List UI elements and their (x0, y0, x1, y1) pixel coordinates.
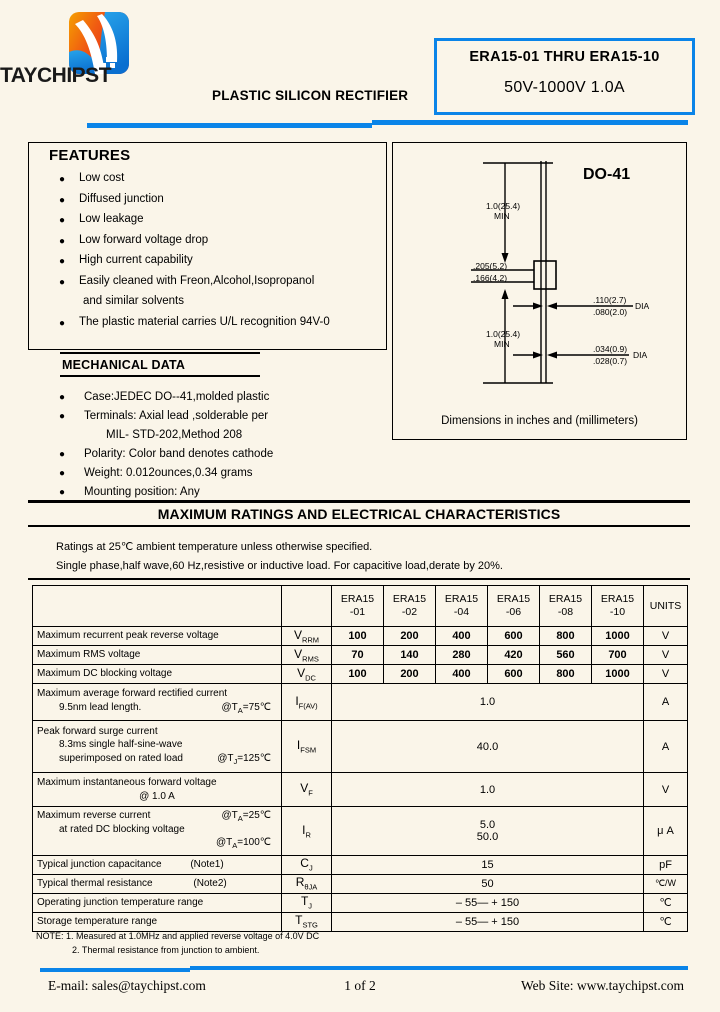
footer-website[interactable]: Web Site: www.taychipst.com (520, 978, 684, 993)
ratings-conditions (56, 538, 503, 576)
part-range: ERA15-01 THRU ERA15-10 (469, 49, 660, 65)
footer-rule-right (190, 966, 688, 970)
row-desc-line2: at rated DC blocking voltage $@T_A=100℃$ (37, 823, 277, 837)
feature-item (45, 273, 385, 294)
dim-lead-lo-label: .028(0.7) (593, 356, 628, 366)
row-span-value: 50 (332, 874, 644, 893)
table-row (33, 721, 688, 773)
mech-item (40, 409, 370, 428)
row-desc-line1: Maximum instantaneous forward voltage (37, 777, 217, 788)
col-top: ERA15 (392, 593, 427, 605)
mech-label: Mounting position: Any (84, 486, 200, 498)
col-bottom: -08 (557, 606, 574, 618)
row-value: 600 (488, 627, 540, 646)
col-bottom: -04 (453, 606, 470, 618)
col-top: ERA15 (340, 593, 375, 605)
mech-label: Case:JEDEC DO--41,molded plastic (84, 391, 270, 403)
ratings-summary: 50V-1000V 1.0A (504, 79, 625, 96)
row-symbol: $V_{RMS}$ (282, 646, 332, 665)
column-header-cell (332, 586, 384, 627)
page-footer (0, 975, 720, 1003)
row-desc: Maximum RMS voltage (33, 646, 282, 665)
part-number-box (434, 38, 695, 115)
table-row (33, 893, 688, 912)
col-bottom: -02 (401, 606, 418, 618)
row-symbol: $V_{RRM}$ (282, 627, 332, 646)
feature-label: Low forward voltage drop (79, 233, 209, 246)
table-row (33, 773, 688, 807)
row-desc-line2: 8.3ms single half-sine-wave (59, 739, 183, 751)
row-value: 1000 (592, 627, 644, 646)
feature-item (45, 252, 385, 273)
package-outline-drawing (392, 142, 687, 440)
table-row (33, 627, 688, 646)
row-span-value: 1.0 (332, 773, 644, 807)
row-desc-line2: @ 1.0 A (139, 790, 175, 802)
dim-bottom-min-label: MIN (494, 339, 510, 349)
row-desc: Storage temperature range (33, 912, 282, 931)
col-top: ERA15 (444, 593, 479, 605)
mech-continuation: MIL- STD-202,Method 208 (106, 429, 243, 441)
row-note-ref: (Note2) (193, 877, 227, 889)
row-span-value-b: 50.0 (476, 830, 499, 843)
feature-item (45, 191, 385, 212)
condition-line-1: Ratings at 25℃ ambient temperature unless otherwise specified. (56, 541, 373, 553)
table-row (33, 665, 688, 684)
bullet-icon: ● (58, 468, 66, 479)
row-unit: ℃/W (644, 874, 688, 893)
row-desc: Maximum recurrent peak reverse voltage (33, 627, 282, 646)
row-span-value (332, 807, 644, 856)
col-top: ERA15 (548, 593, 583, 605)
note-1: 1. Measured at 1.0MHz and applied reverse voltage of 4.0V DC (66, 931, 320, 941)
bullet-icon: ● (58, 174, 66, 185)
bullet-icon: ● (58, 392, 66, 403)
features-box (28, 142, 387, 350)
dim-body-lo-label: .166(4.2) (473, 273, 508, 283)
feature-label: The plastic material carries U/L recognition 94V-0 (79, 315, 330, 328)
row-value: 140 (384, 646, 436, 665)
table-notes (36, 929, 319, 957)
feature-continuation: and similar solvents (83, 295, 184, 307)
feature-label: Low leakage (79, 213, 144, 225)
column-header-cell (540, 586, 592, 627)
section-rule-bottom (28, 525, 690, 528)
feature-label: High current capability (79, 254, 193, 266)
bullet-icon: ● (58, 411, 66, 422)
row-symbol: $T_J$ (282, 893, 332, 912)
column-header-cell (436, 586, 488, 627)
dim-dia-hi-label: .110(2.7) (593, 295, 627, 305)
row-desc: Operating junction temperature range (33, 893, 282, 912)
bullet-icon: ● (58, 317, 66, 329)
row-value: 400 (436, 627, 488, 646)
row-desc (33, 807, 282, 856)
col-top: ERA15 (496, 593, 531, 605)
feature-label: Easily cleaned with Freon,Alcohol,Isopropanol (79, 274, 315, 287)
row-symbol: $T_{STG}$ (282, 912, 332, 931)
row-span-value: – 55— + 150 (332, 912, 644, 931)
row-unit: V (644, 627, 688, 646)
feature-item (45, 170, 385, 191)
col-top: ERA15 (600, 593, 635, 605)
mech-item (40, 466, 370, 485)
row-unit: A (644, 721, 688, 773)
table-row (33, 807, 688, 856)
mech-label: Terminals: Axial lead ,solderable per (84, 410, 269, 422)
feature-label: Low cost (79, 172, 125, 184)
table-header-row (33, 586, 688, 627)
row-desc (33, 684, 282, 721)
row-value: 200 (384, 627, 436, 646)
row-unit: A (644, 684, 688, 721)
page-header (0, 0, 720, 118)
units-header-cell: UNITS (644, 586, 688, 627)
row-note-ref: (Note1) (190, 858, 224, 870)
ratings-section-header (28, 500, 690, 527)
col-bottom: -10 (609, 606, 626, 618)
dim-lead-hi-label: .034(0.9) (593, 344, 628, 354)
bullet-icon: ● (58, 256, 66, 267)
product-subtitle: PLASTIC SILICON RECTIFIER (212, 88, 409, 103)
dim-top-label: 1.0(25.4) (486, 201, 521, 211)
row-desc-line2: 9.5nm lead length. $@T_A=75℃$ (37, 701, 277, 715)
row-value: 800 (540, 665, 592, 684)
mech-item (40, 447, 370, 466)
row-unit: μ A (644, 807, 688, 856)
row-symbol: $V_F$ (282, 773, 332, 807)
mech-item (40, 390, 370, 409)
features-title: FEATURES (49, 147, 131, 164)
row-value: 200 (384, 665, 436, 684)
row-condition: $@T_A=25℃$ (221, 810, 271, 823)
column-header-cell (488, 586, 540, 627)
feature-item (45, 211, 385, 232)
row-value: 100 (332, 665, 384, 684)
row-span-value-a: 5.0 (479, 818, 496, 831)
row-unit: pF (644, 855, 688, 874)
footer-email[interactable]: E-mail: sales@taychipst.com (48, 978, 206, 993)
row-value: 700 (592, 646, 644, 665)
row-value: 280 (436, 646, 488, 665)
mech-label: Polarity: Color band denotes cathode (84, 448, 274, 460)
bullet-icon: ● (58, 276, 66, 288)
header-rule-left (87, 123, 372, 128)
row-span-value: 1.0 (332, 684, 644, 721)
conditions-rule (28, 578, 690, 580)
table-row (33, 646, 688, 665)
section-title: MAXIMUM RATINGS AND ELECTRICAL CHARACTERISTICS (157, 505, 561, 522)
notes-label: NOTE: (36, 931, 64, 941)
bullet-icon: ● (58, 215, 66, 226)
row-symbol: $R_{\theta JA}$ (282, 874, 332, 893)
row-desc: Typical thermal resistance (Note2) (33, 874, 282, 893)
row-value: 420 (488, 646, 540, 665)
mechanical-data-list (40, 390, 370, 504)
do41-outline-icon (393, 143, 682, 398)
table-row (33, 874, 688, 893)
row-desc-line1: Peak forward surge current (37, 725, 158, 737)
row-unit: V (644, 665, 688, 684)
bullet-icon: ● (58, 487, 66, 498)
row-unit: ℃ (644, 912, 688, 931)
dim-bottom-label: 1.0(25.4) (486, 329, 521, 339)
row-value: 100 (332, 627, 384, 646)
row-condition: $@T_J=125℃$ (217, 752, 271, 766)
row-desc-line1: Maximum reverse current $@T_A=25℃$ (37, 809, 277, 823)
row-unit: V (644, 773, 688, 807)
row-desc (33, 773, 282, 807)
package-name-label: DO-41 (583, 166, 631, 183)
row-span-value: – 55— + 150 (332, 893, 644, 912)
row-value: 600 (488, 665, 540, 684)
brand-name: TAYCHIPST (0, 64, 112, 87)
feature-item (45, 314, 385, 335)
row-value: 800 (540, 627, 592, 646)
row-desc-line1: Maximum average forward rectified current (37, 688, 228, 699)
ratings-table (32, 585, 688, 932)
row-symbol: $C_J$ (282, 855, 332, 874)
mech-rule-bottom (60, 375, 260, 377)
row-desc: Typical junction capacitance (Note1) (33, 855, 282, 874)
bullet-icon: ● (58, 235, 66, 247)
row-value: 400 (436, 665, 488, 684)
row-condition: $@T_A=75℃$ (221, 701, 271, 715)
dim-dia-unit-label: DIA (635, 301, 650, 311)
row-span-value: 40.0 (332, 721, 644, 773)
col-bottom: -06 (505, 606, 522, 618)
row-value: 1000 (592, 665, 644, 684)
row-desc: Maximum DC blocking voltage (33, 665, 282, 684)
condition-line-2: Single phase,half wave,60 Hz,resistive or inductive load. For capacitive load,derate by 20%. (56, 560, 503, 572)
table-row (33, 855, 688, 874)
package-caption: Dimensions in inches and (millimeters) (441, 415, 638, 427)
dim-lead-unit-label: DIA (633, 350, 648, 360)
bullet-icon: ● (58, 449, 66, 460)
row-desc-line3: superimposed on rated load $@T_J=125℃$ (37, 752, 277, 766)
row-unit: V (644, 646, 688, 665)
dim-dia-lo-label: .080(2.0) (593, 307, 628, 317)
row-symbol: $V_{DC}$ (282, 665, 332, 684)
row-unit: ℃ (644, 893, 688, 912)
feature-item (45, 232, 385, 253)
column-header-cell (384, 586, 436, 627)
row-symbol: $I_{FSM}$ (282, 721, 332, 773)
dim-top-min-label: MIN (494, 211, 510, 221)
dim-body-hi-label: .205(5.2) (473, 261, 508, 271)
row-desc (33, 721, 282, 773)
footer-page-number: 1 of 2 (344, 978, 376, 993)
row-value: 560 (540, 646, 592, 665)
col-bottom: -01 (349, 606, 366, 618)
row-symbol: $I_{F(AV)}$ (282, 684, 332, 721)
notes-line-1 (36, 929, 319, 943)
row-symbol: $I_R$ (282, 807, 332, 856)
row-condition: $@T_A=100℃$ (215, 837, 271, 850)
note-2: 2. Thermal resistance from junction to ambient. (72, 945, 260, 955)
features-list (45, 170, 385, 334)
mechanical-data-section (48, 352, 288, 498)
column-header-cell (592, 586, 644, 627)
row-value: 70 (332, 646, 384, 665)
mechanical-data-title: MECHANICAL DATA (62, 358, 186, 372)
row-span-value: 15 (332, 855, 644, 874)
bullet-icon: ● (58, 194, 66, 206)
table-row (33, 684, 688, 721)
feature-label: Diffused junction (79, 192, 164, 205)
mech-label: Weight: 0.012ounces,0.34 grams (84, 467, 253, 479)
header-rule-right (372, 120, 688, 125)
footer-rule-left (40, 968, 190, 972)
